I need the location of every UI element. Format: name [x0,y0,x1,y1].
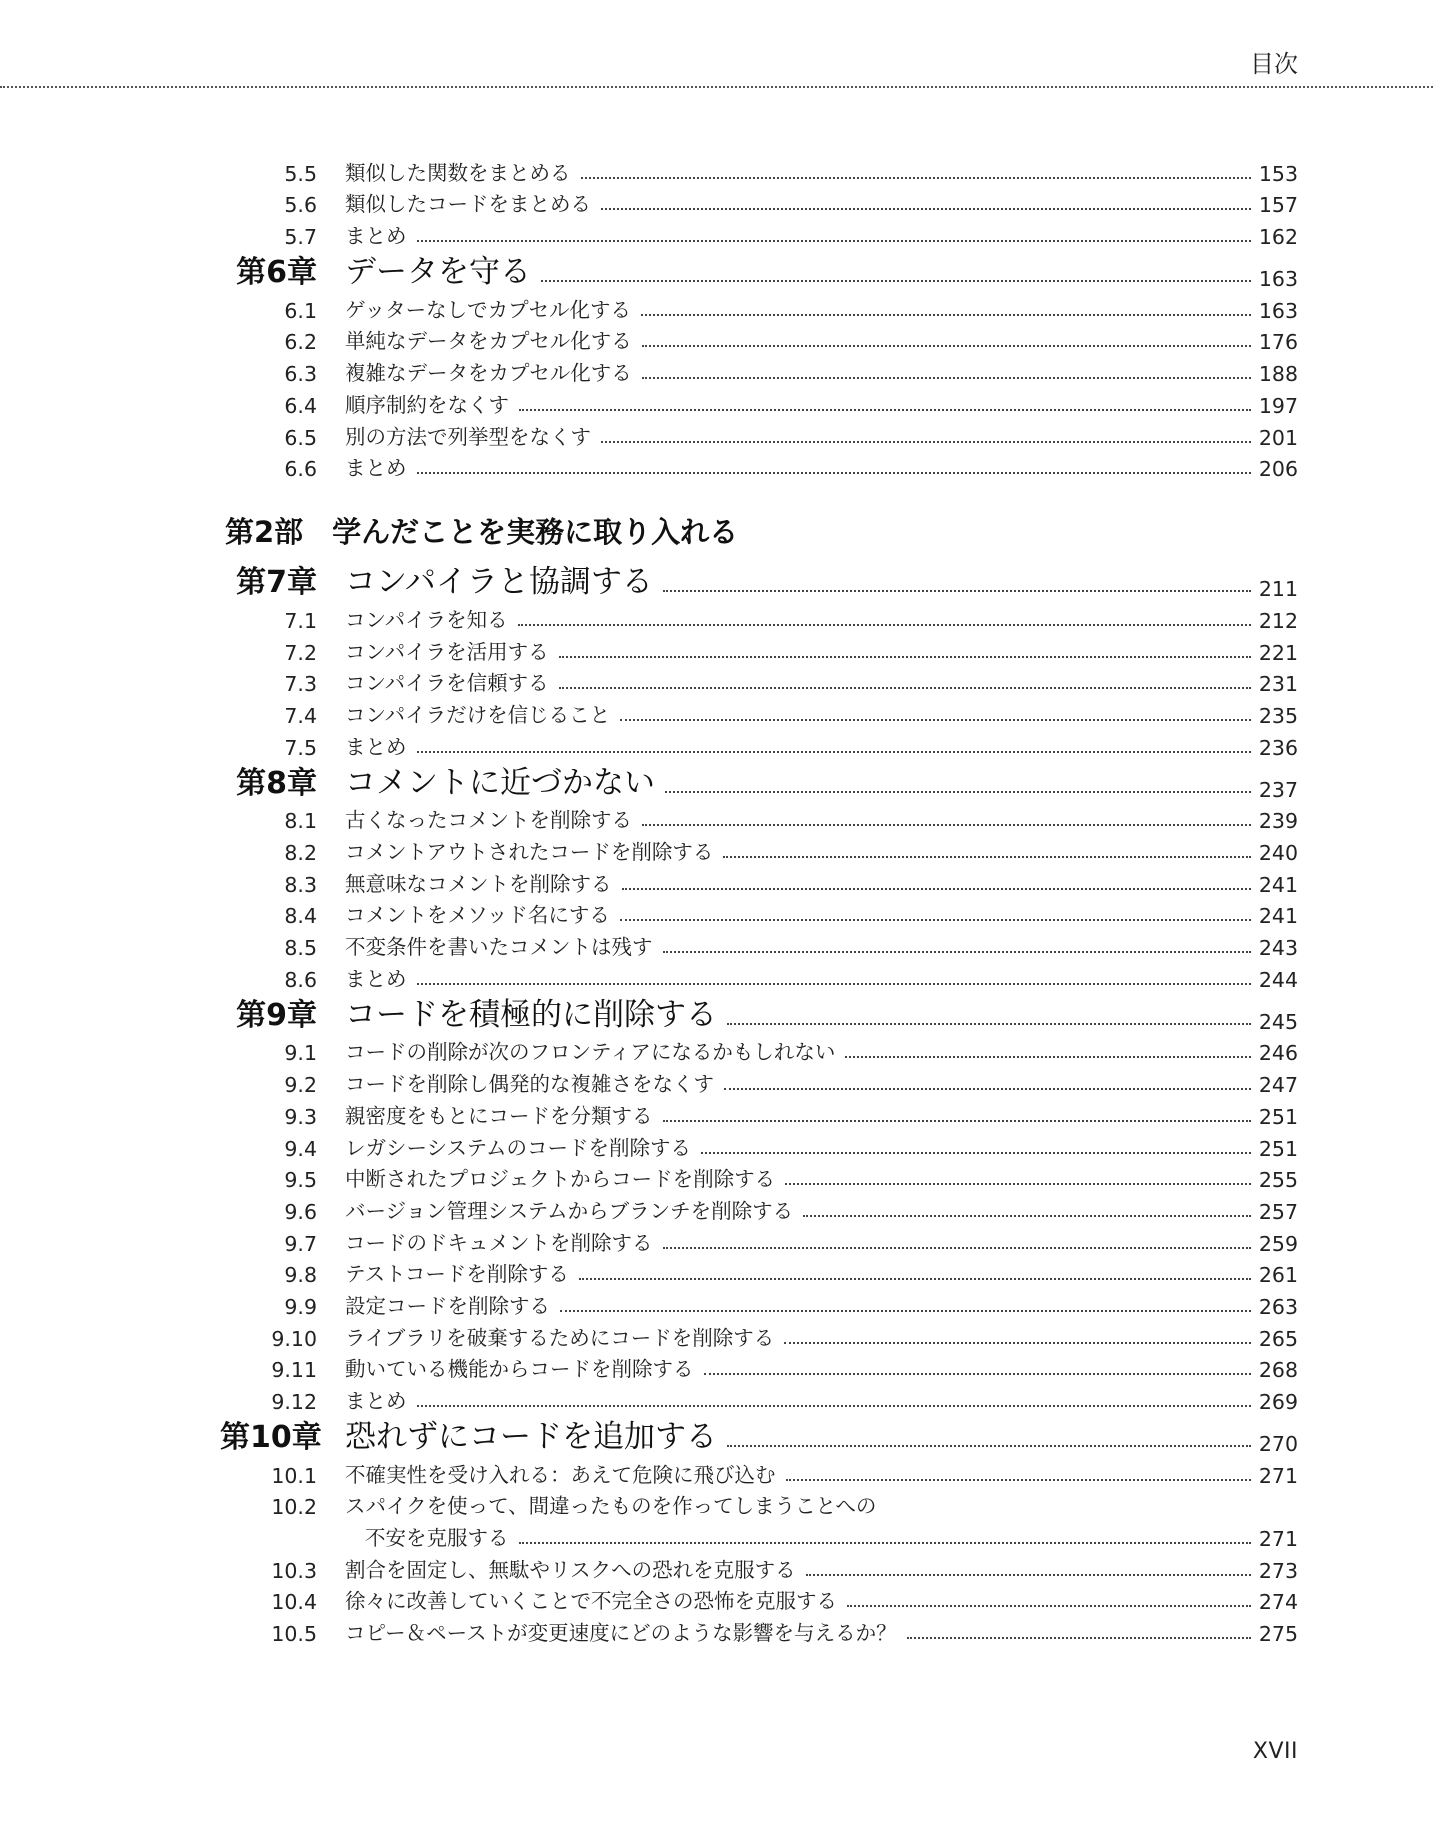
page-ref: 263 [1258,1294,1298,1319]
section-number: 6.4 [284,393,317,418]
section-title: まとめ [345,966,407,991]
toc-section-row [220,665,1298,697]
chapter-title: コードを積極的に削除する [345,996,717,1033]
dot-leader [663,1120,1251,1122]
section-title: バージョン管理システムからブランチを削除する [345,1198,794,1223]
dot-leader [559,656,1251,658]
section-title: コンパイラだけを信じること [345,702,611,727]
page-ref: 163 [1258,298,1298,323]
dot-leader [519,409,1251,411]
toc-section-row [220,291,1298,323]
toc-section-row [220,833,1298,865]
section-number: 10.3 [271,1558,317,1583]
section-title: まとめ [345,734,407,759]
page-ref: 188 [1258,362,1298,387]
chapter-number: 第7章 [236,565,317,601]
dot-leader [663,590,1251,592]
section-title: レガシーシステムのコードを削除する [345,1135,692,1160]
section-number: 10.1 [271,1463,317,1488]
section-number: 9.9 [284,1294,317,1319]
section-title: 不変条件を書いたコメントは残す [345,935,653,960]
page-ref: 162 [1258,225,1298,250]
page-ref: 244 [1258,967,1298,992]
dot-leader [786,1479,1251,1481]
page-ref: 201 [1258,425,1298,450]
section-number: 6.6 [284,457,317,482]
page-ref: 274 [1258,1590,1298,1615]
dot-leader [560,1310,1251,1312]
dot-leader [784,1342,1251,1344]
page-ref: 261 [1258,1263,1298,1288]
toc-section-row [220,1256,1298,1288]
section-title: 類似したコードをまとめる [345,192,591,217]
section-number: 5.5 [284,161,317,186]
toc-section-row [220,633,1298,665]
toc-section-row [220,1456,1298,1488]
section-title: ゲッターなしでカプセル化する [345,297,631,322]
section-number: 9.12 [271,1390,317,1414]
page-ref: 268 [1258,1358,1298,1383]
toc-section-row [220,601,1298,633]
toc-section-row [220,1034,1298,1066]
page-ref: 275 [1258,1622,1298,1647]
section-number: 7.4 [284,703,317,728]
page-ref: 197 [1258,393,1298,418]
section-number: 10.2 [271,1495,317,1520]
page-ref: 271 [1258,1527,1298,1552]
dot-leader [642,824,1251,826]
toc-section-row [220,728,1298,760]
dot-leader [581,177,1251,179]
dot-leader [803,1215,1251,1217]
section-number: 7.1 [284,608,317,633]
dot-leader [907,1637,1251,1639]
section-number: 9.5 [284,1168,317,1193]
page-ref: 157 [1258,193,1298,218]
dot-leader [665,791,1251,793]
toc-section-row [220,1097,1298,1129]
page-ref: 163 [1258,267,1298,292]
section-title: コンパイラを知る [345,607,508,632]
dot-leader [663,1247,1251,1249]
dot-leader [622,888,1251,890]
page-ref: 211 [1258,577,1298,602]
section-number: 7.3 [284,672,317,697]
dot-leader [519,1542,1251,1544]
page-ref: 237 [1258,777,1298,802]
page-ref: 273 [1258,1558,1298,1583]
page-ref: 153 [1258,161,1298,186]
dot-leader [642,377,1251,379]
chapter-title: データを守る [345,254,531,291]
page-ref: 245 [1258,1009,1298,1034]
page-ref: 269 [1258,1390,1298,1414]
dot-leader [601,208,1251,210]
dot-leader [663,951,1251,953]
toc-part-heading [220,481,1298,559]
section-number: 6.5 [284,425,317,450]
dot-leader [620,919,1251,921]
dot-leader [701,1152,1251,1154]
chapter-title: コンパイラと協調する [345,564,653,601]
page-ref: 251 [1258,1104,1298,1129]
page-ref: 265 [1258,1326,1298,1351]
section-title: コメントをメソッド名にする [345,903,610,928]
section-number: 6.2 [284,330,317,355]
dot-leader [642,345,1251,347]
page-ref: 241 [1258,904,1298,929]
section-title: コードのドキュメントを削除する [345,1230,653,1255]
dot-leader [727,1023,1251,1025]
toc-section-row [220,1551,1298,1583]
section-title: 順序制約をなくす [345,392,509,417]
dot-leader [417,472,1251,474]
dot-leader [723,856,1250,858]
section-number: 9.7 [284,1231,317,1256]
section-number: 8.6 [284,967,317,992]
page-ref: 257 [1258,1199,1298,1224]
section-title: 動いている機能からコードを削除する [345,1357,694,1382]
section-number: 9.8 [284,1263,317,1288]
dot-leader [417,751,1251,753]
dot-leader [727,1445,1251,1447]
section-title: 不安を克服する [365,1526,509,1551]
section-title: コードを削除し偶発的な複雑さをなくす [345,1072,714,1097]
page-ref: 241 [1258,872,1298,897]
toc-section-row [220,1287,1298,1319]
page-ref: 247 [1258,1073,1298,1098]
toc-section-row [220,418,1298,450]
toc-section-row [220,1161,1298,1193]
section-title: 複雑なデータをカプセル化する [345,361,632,386]
section-title: 割合を固定し、無駄やリスクへの恐れを克服する [345,1557,796,1582]
toc-section-row [220,1351,1298,1383]
running-header-title: 目次 [1250,50,1298,78]
toc-section-row [220,1319,1298,1351]
chapter-title: 恐れずにコードを追加する [345,1419,717,1455]
section-title: 不確実性を受け入れる：あえて危険に飛び込む [345,1462,776,1487]
section-title: ライブラリを破棄するためにコードを削除する [345,1325,775,1350]
dot-leader [417,1405,1251,1407]
toc-section-row [220,1382,1298,1414]
page-ref: 239 [1258,809,1298,834]
dot-leader [724,1088,1251,1090]
toc-section-row [220,865,1298,897]
toc-chapter-row [220,249,1298,291]
toc-section-row [220,1065,1298,1097]
dot-leader [601,441,1251,443]
page-ref: 221 [1258,640,1298,665]
toc-section-row [220,1224,1298,1256]
toc-section-row [220,186,1298,218]
toc-section-row [220,1192,1298,1224]
section-number: 8.2 [284,841,317,865]
table-of-contents [220,154,1298,1646]
dot-leader [417,240,1251,242]
section-title: まとめ [345,1389,407,1413]
section-title: 徐々に改善していくことで不完全さの恐怖を克服する [345,1589,837,1614]
section-title: コンパイラを信頼する [345,671,549,696]
toc-section-row [220,1614,1298,1646]
section-title: コードの削除が次のフロンティアになるかもしれない [345,1040,836,1065]
dot-leader [847,1605,1251,1607]
page-ref: 259 [1258,1231,1298,1256]
section-number: 7.2 [284,640,317,665]
section-title: 古くなったコメントを削除する [345,808,632,833]
section-number: 6.1 [284,298,317,323]
section-number: 8.1 [284,809,317,834]
section-number: 9.6 [284,1199,317,1224]
section-title: 別の方法で列挙型をなくす [345,424,591,449]
section-title: 類似した関数をまとめる [345,160,571,185]
section-number: 5.7 [284,225,317,250]
section-title: コメントアウトされたコードを削除する [345,840,714,864]
dot-leader [417,983,1251,985]
section-number: 7.5 [284,735,317,760]
section-number: 8.4 [284,904,317,929]
section-title: まとめ [345,224,407,249]
section-title: 無意味なコメントを削除する [345,871,612,896]
toc-section-row [220,960,1298,992]
section-number: 5.6 [284,193,317,218]
page-ref: 270 [1258,1432,1298,1456]
page-ref: 271 [1258,1463,1298,1488]
section-number: 9.2 [284,1073,317,1098]
dot-leader [541,280,1251,282]
section-number: 9.3 [284,1104,317,1129]
chapter-number: 第9章 [236,997,317,1033]
page-number: XVII [1252,1739,1298,1764]
toc-section-row [220,1488,1298,1520]
page-ref: 255 [1258,1168,1298,1193]
dot-leader [620,719,1251,721]
page-ref: 176 [1258,330,1298,355]
toc-section-row [220,450,1298,482]
part-title: 第2部 学んだことを実務に取り入れる [225,515,739,550]
page-ref: 240 [1258,841,1298,865]
page-ref: 212 [1258,608,1298,633]
section-number: 10.5 [271,1622,317,1647]
toc-chapter-row [220,760,1298,802]
page-ref: 251 [1258,1136,1298,1161]
chapter-number: 第10章 [220,1420,322,1455]
toc-section-row [220,1519,1298,1551]
toc-section-row [220,1583,1298,1615]
chapter-number: 第6章 [236,255,317,291]
toc-section-row [220,928,1298,960]
chapter-number: 第8章 [236,765,317,801]
dot-leader [518,624,1251,626]
page-ref: 243 [1258,936,1298,961]
dot-leader [806,1574,1251,1576]
section-number: 10.4 [271,1590,317,1615]
section-title: 親密度をもとにコードを分類する [345,1103,653,1128]
section-title: テストコードを削除する [345,1262,569,1287]
toc-section-row [220,354,1298,386]
toc-section-row [220,897,1298,929]
toc-section-row [220,154,1298,186]
toc-chapter-row [220,992,1298,1034]
section-number: 8.5 [284,936,317,961]
section-number: 9.11 [271,1358,317,1383]
section-title: 設定コードを削除する [345,1293,550,1318]
section-title: 中断されたプロジェクトからコードを削除する [345,1167,776,1192]
section-title: コピー＆ペーストが変更速度にどのような影響を与えるか？ [345,1621,897,1646]
dot-leader [785,1183,1251,1185]
section-title: コンパイラを活用する [345,639,549,664]
section-title: 単純なデータをカプセル化する [345,329,632,354]
dot-leader [641,314,1251,316]
toc-section-row [220,1129,1298,1161]
page-ref: 206 [1258,457,1298,482]
page-ref: 246 [1258,1041,1298,1066]
dot-leader [704,1373,1251,1375]
toc-section-row [220,696,1298,728]
section-title: まとめ [345,456,407,481]
chapter-title: コメントに近づかない [345,764,655,801]
toc-chapter-row [220,1414,1298,1456]
dot-leader [845,1056,1251,1058]
toc-section-row [220,217,1298,249]
toc-chapter-row [220,559,1298,601]
toc-section-row [220,802,1298,834]
page-ref: 235 [1258,703,1298,728]
page-ref: 231 [1258,672,1298,697]
toc-section-row [220,386,1298,418]
section-number: 9.1 [284,1041,317,1066]
section-number: 9.10 [271,1326,317,1351]
section-number: 9.4 [284,1136,317,1161]
toc-section-row [220,323,1298,355]
dot-leader [559,687,1251,689]
section-number: 6.3 [284,362,317,387]
header-dotted-rule [0,86,1433,88]
page-ref: 236 [1258,735,1298,760]
section-number: 8.3 [284,872,317,897]
dot-leader [579,1278,1251,1280]
section-title: スパイクを使って、間違ったものを作ってしまうことへの [345,1494,877,1519]
